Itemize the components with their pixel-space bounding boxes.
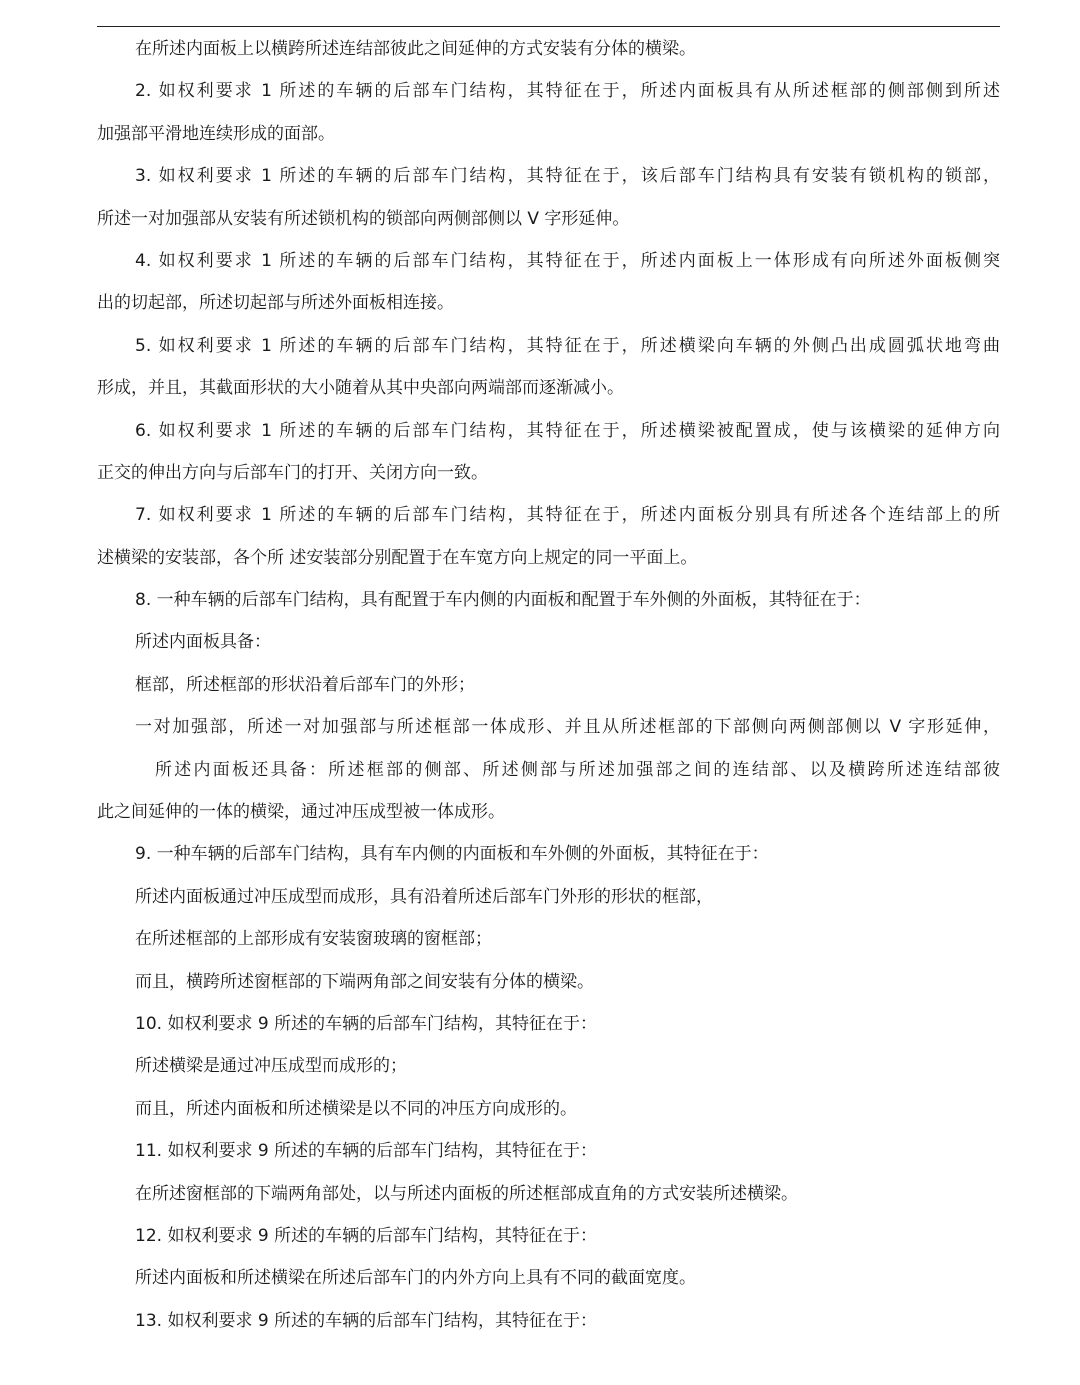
claim-5-line-2: 形成，并且，其截面形状的大小随着从其中央部向两端部而逐渐减小。 xyxy=(97,378,624,399)
claim-10-line-1: 10. 如权利要求 9 所述的车辆的后部车门结构，其特征在于： xyxy=(135,1013,598,1034)
claim-6-line-2: 正交的伸出方向与后部车门的打开、关闭方向一致。 xyxy=(97,462,488,483)
claim-9-line-2: 所述内面板通过冲压成型而成形，具有沿着所述后部车门外形的形状的框部， xyxy=(135,886,713,907)
claim-8-line-6: 此之间延伸的一体的横梁，通过冲压成型被一体成形。 xyxy=(97,802,505,823)
claim-9-line-3: 在所述框部的上部形成有安装窗玻璃的窗框部； xyxy=(135,929,492,950)
claim-12-line-2: 所述内面板和所述横梁在所述后部车门的内外方向上具有不同的截面宽度。 xyxy=(135,1268,696,1289)
claim-7-line-1: 7. 如权利要求 1 所述的车辆的后部车门结构，其特征在于，所述内面板分别具有所述各个连结部上的所 xyxy=(135,505,1000,526)
header-rule xyxy=(97,26,1000,27)
claim-4-line-2: 出的切起部，所述切起部与所述外面板相连接。 xyxy=(97,293,454,314)
claim-8-line-2: 所述内面板具备： xyxy=(135,632,271,653)
claim-9-line-1: 9. 一种车辆的后部车门结构，具有车内侧的内面板和车外侧的外面板，其特征在于： xyxy=(135,844,769,865)
claim-10-line-3: 而且，所述内面板和所述横梁是以不同的冲压方向成形的。 xyxy=(135,1098,577,1119)
claim-2-line-2: 加强部平滑地连续形成的面部。 xyxy=(97,123,335,144)
claim-8-line-3: 框部，所述框部的形状沿着后部车门的外形； xyxy=(135,674,475,695)
claim-10-line-2: 所述横梁是通过冲压成型而成形的； xyxy=(135,1056,407,1077)
claim-11-line-2: 在所述窗框部的下端两角部处，以与所述内面板的所述框部成直角的方式安装所述横梁。 xyxy=(135,1183,798,1204)
claim-8-line-5: 所述内面板还具备：所述框部的侧部、所述侧部与所述加强部之间的连结部、以及横跨所述连结部彼 xyxy=(155,759,1000,780)
document-page xyxy=(97,0,1000,1385)
claim-12-line-1: 12. 如权利要求 9 所述的车辆的后部车门结构，其特征在于： xyxy=(135,1225,598,1246)
claim-6-line-1: 6. 如权利要求 1 所述的车辆的后部车门结构，其特征在于，所述横梁被配置成，使与该横梁的延伸方向 xyxy=(135,420,1000,441)
claim-13-line-1: 13. 如权利要求 9 所述的车辆的后部车门结构，其特征在于： xyxy=(135,1310,598,1331)
claim-3-line-1: 3. 如权利要求 1 所述的车辆的后部车门结构，其特征在于，该后部车门结构具有安装有锁机构的锁部， xyxy=(135,166,1000,187)
claim-5-line-1: 5. 如权利要求 1 所述的车辆的后部车门结构，其特征在于，所述横梁向车辆的外侧凸出成圆弧状地弯曲 xyxy=(135,335,1000,356)
claim-7-line-2: 述横梁的安装部，各个所 述安装部分别配置于在车宽方向上规定的同一平面上。 xyxy=(97,547,698,568)
claim-8-line-1: 8. 一种车辆的后部车门结构，具有配置于车内侧的内面板和配置于车外侧的外面板，其特征在于： xyxy=(135,590,871,611)
claim-9-line-4: 而且，横跨所述窗框部的下端两角部之间安装有分体的横梁。 xyxy=(135,971,594,992)
claims-text xyxy=(97,35,1000,1349)
claim-3-line-2: 所述一对加强部从安装有所述锁机构的锁部向两侧部侧以 V 字形延伸。 xyxy=(97,208,630,229)
claim-2-line-1: 2. 如权利要求 1 所述的车辆的后部车门结构，其特征在于，所述内面板具有从所述框部的侧部侧到所述 xyxy=(135,81,1000,102)
claim-4-line-1: 4. 如权利要求 1 所述的车辆的后部车门结构，其特征在于，所述内面板上一体形成有向所述外面板侧突 xyxy=(135,250,1000,271)
text-line: 在所述内面板上以横跨所述连结部彼此之间延伸的方式安装有分体的横梁。 xyxy=(135,39,696,59)
claim-8-line-4: 一对加强部，所述一对加强部与所述框部一体成形、并且从所述框部的下部侧向两侧部侧以 V 字形延伸， xyxy=(135,717,1000,738)
claim-11-line-1: 11. 如权利要求 9 所述的车辆的后部车门结构，其特征在于： xyxy=(135,1141,598,1162)
